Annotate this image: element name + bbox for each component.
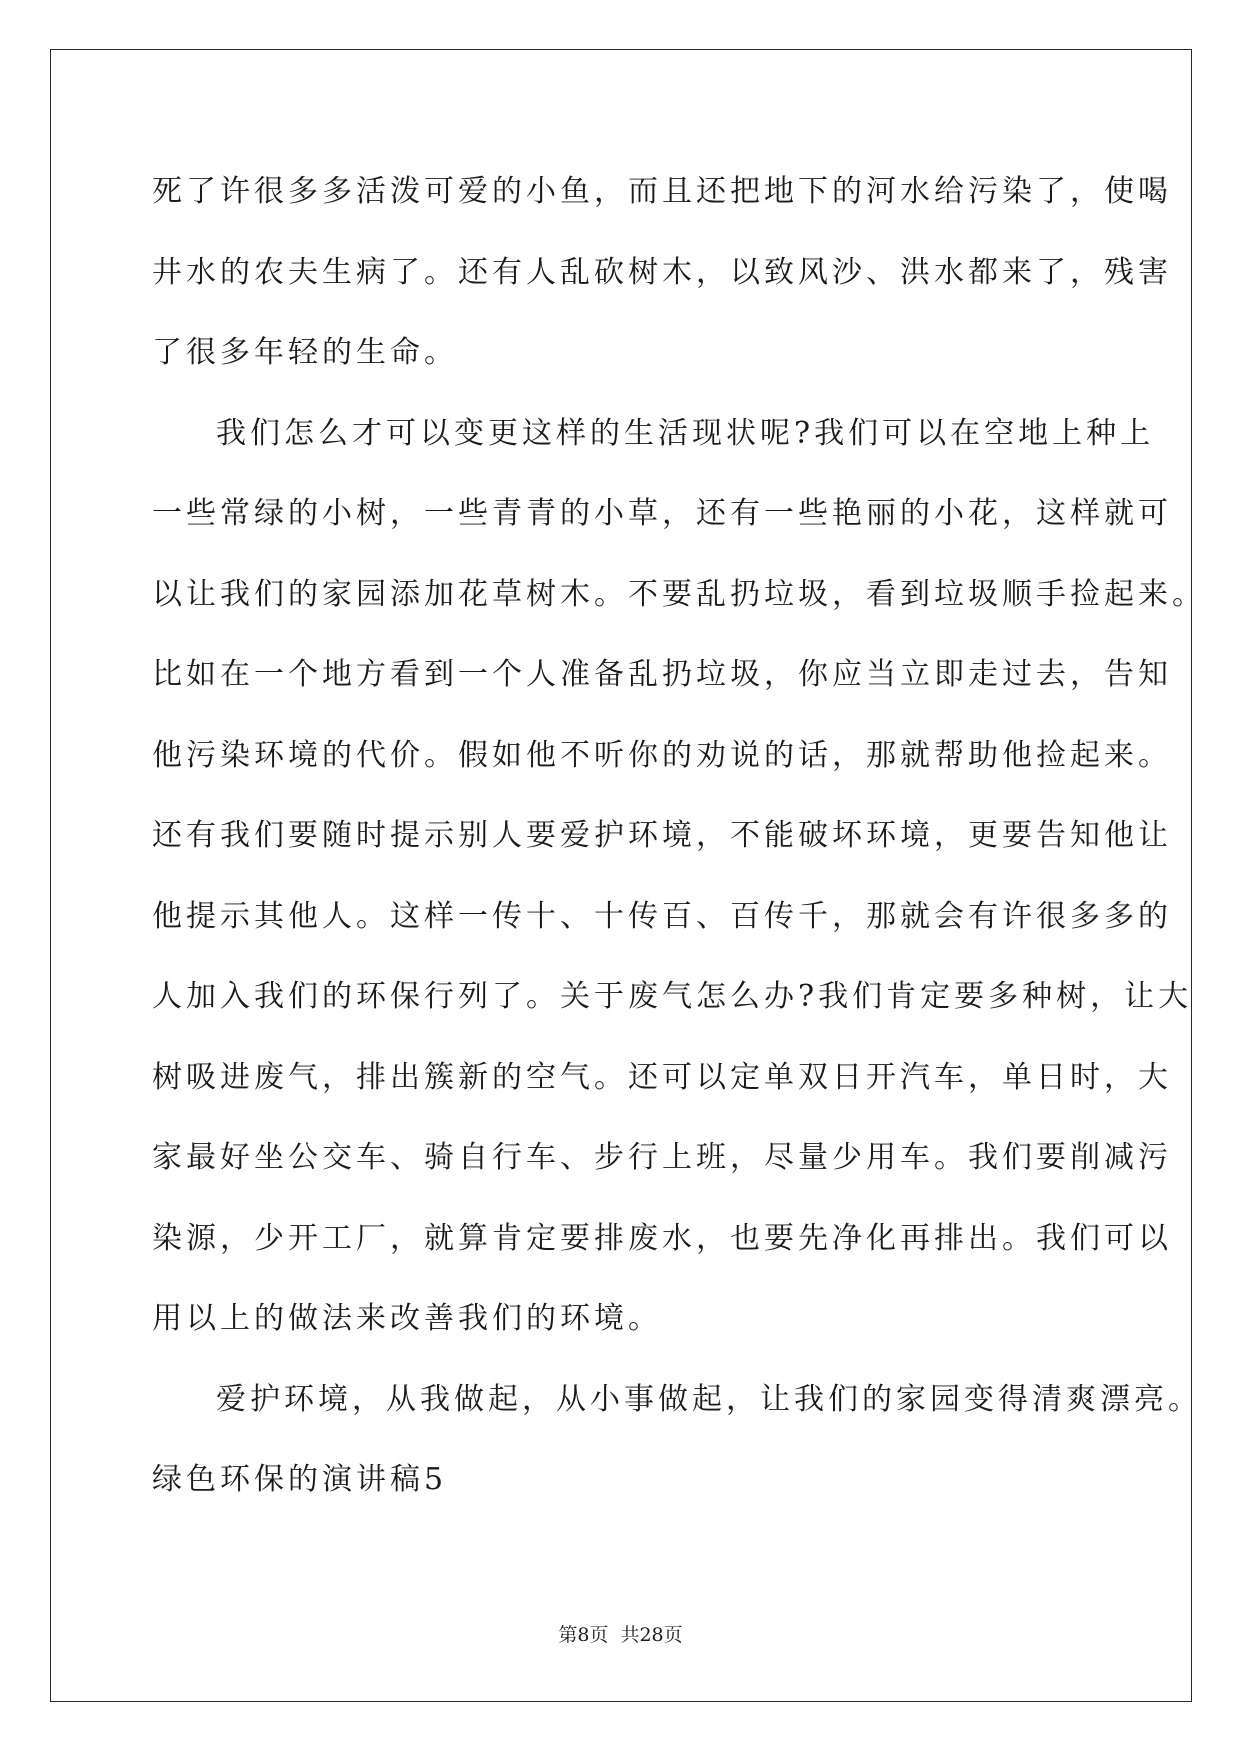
text-line: 还有我们要随时提示别人要爱护环境，不能破坏环境，更要告知他让 (152, 818, 1172, 853)
text-line: 井水的农夫生病了。还有人乱砍树木，以致风沙、洪水都来了，残害 (152, 254, 1172, 290)
text-line: 染源，少开工厂，就算肯定要排废水，也要先净化再排出。我们可以 (152, 1220, 1172, 1256)
text-line: 他污染环境的代价。假如他不听你的劝说的话，那就帮助他捡起来。 (152, 737, 1172, 773)
document-body (152, 152, 1206, 1521)
section-heading: 绿色环保的演讲稿5 (152, 1462, 448, 1497)
text-line: 比如在一个地方看到一个人准备乱扔垃圾，你应当立即走过去，告知 (152, 657, 1172, 692)
paragraph-start-line: 我们怎么才可以变更这样的生活现状呢?我们可以在空地上种上 (216, 415, 1155, 451)
text-line: 家最好坐公交车、骑自行车、步行上班，尽量少用车。我们要削减污 (152, 1140, 1172, 1175)
text-line: 人加入我们的环保行列了。关于废气怎么办?我们肯定要多种树，让大 (152, 979, 1193, 1014)
page-footer (0, 1620, 1241, 1647)
text-line: 以让我们的家园添加花草树木。不要乱扔垃圾，看到垃圾顺手捡起来。 (152, 576, 1206, 612)
page-total: 共28页 (620, 1624, 683, 1646)
text-line: 了很多年轻的生命。 (152, 335, 458, 370)
text-line: 一些常绿的小树，一些青青的小草，还有一些艳丽的小花，这样就可 (152, 496, 1172, 531)
page-number: 第8页 (558, 1624, 609, 1646)
text-line: 用以上的做法来改善我们的环境。 (152, 1301, 662, 1336)
text-line: 他提示其他人。这样一传十、十传百、百传千，那就会有许很多多的 (152, 898, 1172, 934)
paragraph-start-line: 爱护环境，从我做起，从小事做起，让我们的家园变得清爽漂亮。 (216, 1381, 1202, 1417)
text-line: 树吸进废气，排出簇新的空气。还可以定单双日开汽车，单日时，大 (152, 1059, 1172, 1095)
text-line: 死了许很多多活泼可爱的小鱼，而且还把地下的河水给污染了，使喝 (152, 174, 1172, 209)
